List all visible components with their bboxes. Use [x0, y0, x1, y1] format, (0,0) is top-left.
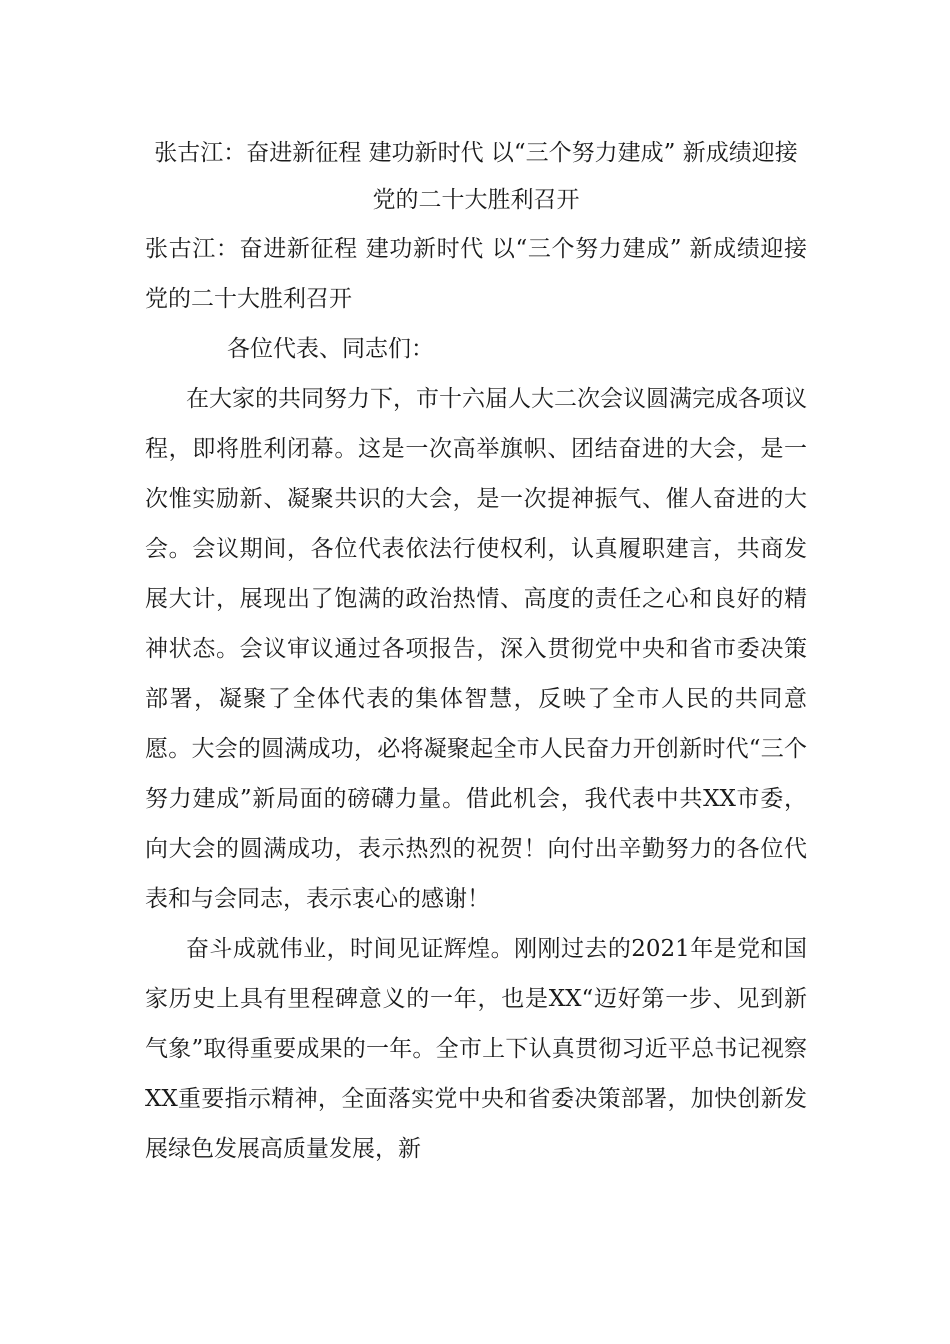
paragraph-1: 在大家的共同努力下，市十六届人大二次会议圆满完成各项议程，即将胜利闭幕。这是一次高举旗帜、团结奋进的大会，是一次惟实励新、凝聚共识的大会，是一次提神振气、催人奋进的大会。会议期间，各位代表依法行使权利，认真履职建言，共商发展大计，展现出了饱满的政治热情、高度的责任之心和良好的精神状态。会议审议通过各项报告，深入贯彻党中央和省市委决策部署，凝聚了全体代表的集体智慧，反映了全市人民的共同意愿。大会的圆满成功，必将凝聚起全市人民奋力开创新时代“三个努力建成”新局面的磅礴力量。借此机会，我代表中共XX市委，向大会的圆满成功，表示热烈的祝贺！向付出辛勤努力的各位代表和与会同志，表示衷心的感谢！	[145, 386, 807, 912]
document-title: 张古江：奋进新征程 建功新时代 以“三个努力建成” 新成绩迎接党的二十大胜利召开	[154, 140, 798, 213]
paragraph-2: 奋斗成就伟业，时间见证辉煌。刚刚过去的2021年是党和国家历史上具有里程碑意义的一年，也是XX“迈好第一步、见到新气象”取得重要成果的一年。全市上下认真贯彻习近平总书记视察XX重要指示精神，全面落实党中央和省委决策部署，加快创新发展绿色发展高质量发展，新	[145, 936, 807, 1162]
salutation: 各位代表、同志们：	[227, 336, 434, 362]
document-subtitle: 张古江：奋进新征程 建功新时代 以“三个努力建成” 新成绩迎接党的二十大胜利召开	[145, 236, 807, 312]
document-body	[145, 130, 807, 1174]
